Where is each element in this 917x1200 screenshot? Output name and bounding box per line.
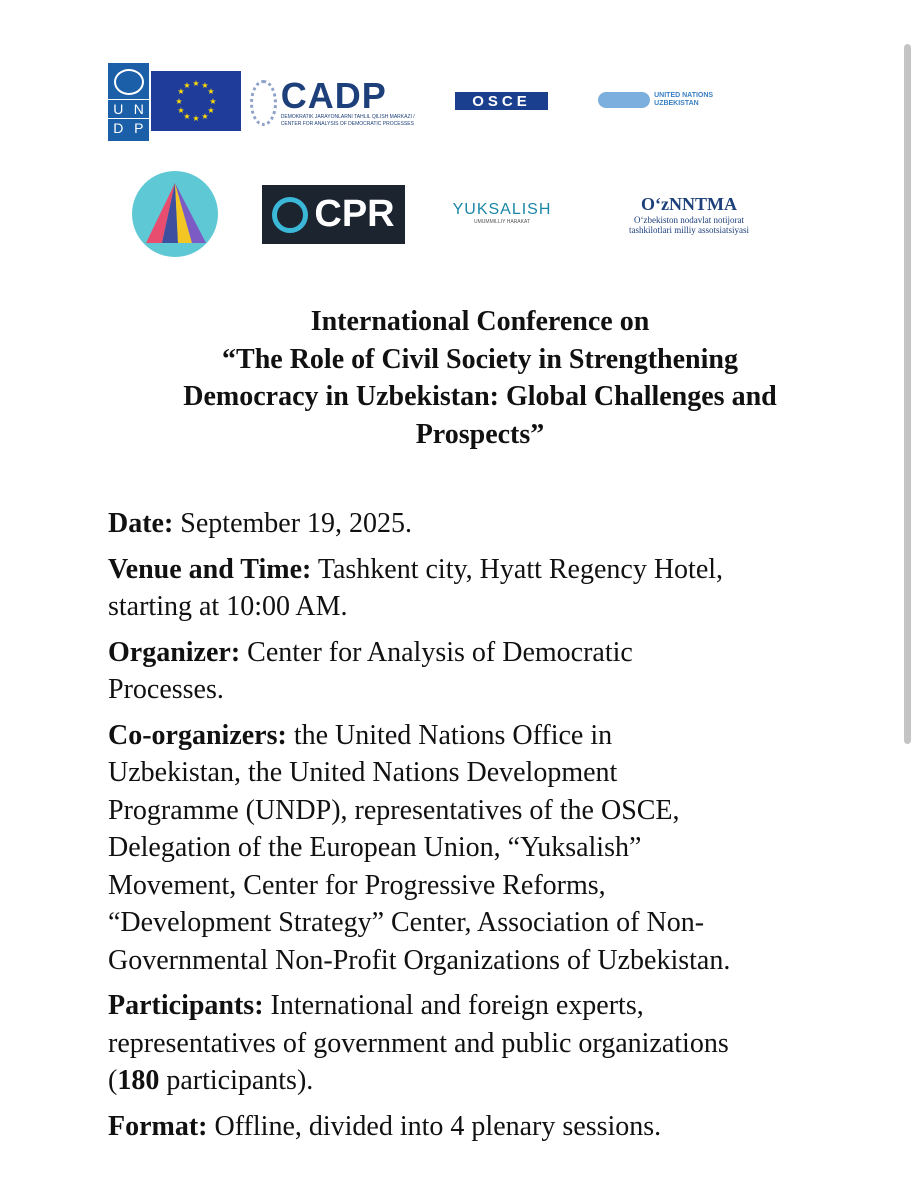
conference-title [110, 303, 850, 453]
title-line: “The Role of Civil Society in Strengthening [222, 343, 738, 375]
eu-stars-icon [151, 71, 241, 131]
yuksalish-logo-text: YUKSALISH [452, 201, 552, 218]
participants-count-prefix: ( [108, 1065, 118, 1096]
oznntma-logo-text: OʻzNNTMA [641, 193, 737, 214]
development-strategy-logo [132, 171, 218, 257]
oznntma-logo-subtext: Oʻzbekiston nodavlat notijorat [634, 214, 744, 225]
svg-text:★: ★ [192, 79, 200, 88]
svg-text:★: ★ [207, 87, 215, 96]
tent-icon [132, 171, 218, 257]
svg-text:★: ★ [201, 112, 209, 121]
oznntma-logo [612, 193, 766, 235]
date-label: Date: [108, 508, 174, 539]
participants-item [108, 987, 848, 1100]
organizer-item [108, 634, 848, 709]
undp-logo [108, 63, 149, 141]
conference-details [108, 505, 848, 1153]
format-label: Format: [108, 1110, 208, 1142]
participants-count: 180 [117, 1065, 160, 1096]
svg-text:★: ★ [177, 106, 185, 115]
undp-letter: N [129, 99, 150, 118]
cpr-logo-text: CPR [314, 193, 395, 235]
cadp-logo [250, 72, 420, 134]
svg-text:★: ★ [192, 114, 200, 123]
svg-text:★: ★ [209, 97, 217, 106]
svg-text:★: ★ [201, 81, 209, 90]
undp-letter: U [108, 99, 129, 118]
format-item [108, 1108, 848, 1146]
participants-value: International and foreign experts, [263, 990, 644, 1021]
coorganizers-item [108, 717, 848, 980]
venue-item [108, 551, 848, 626]
venue-label: Venue and Time: [108, 553, 312, 585]
undp-letter: P [129, 118, 150, 137]
title-line: Democracy in Uzbekistan: Global Challenges and [183, 381, 777, 412]
osce-logo [455, 92, 548, 110]
un-wreath-icon [598, 92, 650, 108]
svg-text:★: ★ [177, 87, 185, 96]
oznntma-logo-subtext: tashkilotlari milliy assotsiatsiyasi [629, 224, 749, 235]
coorganizers-value: the United Nations Office in [286, 719, 613, 751]
svg-text:★: ★ [175, 97, 183, 106]
eu-flag [151, 71, 241, 131]
un-emblem-icon [114, 69, 144, 95]
coorganizers-value: Movement, Center for Progressive Reforms, [108, 869, 606, 901]
yuksalish-logo [446, 193, 558, 233]
organizer-value: Processes. [108, 674, 224, 705]
osce-logo-text: OSCE [472, 92, 531, 110]
coorganizers-value: “Development Strategy” Center, Association of Non- [108, 907, 705, 938]
cadp-emblem-icon [250, 80, 277, 126]
cpr-emblem-icon [272, 197, 308, 233]
participants-count-suffix: participants). [159, 1065, 314, 1096]
format-value: Offline, divided into 4 plenary sessions. [207, 1110, 662, 1142]
cadp-logo-subtext: DEMOKRATIK JARAYONLARNI TAHLIL QILISH MARKAZI / CENTER FOR ANALYSIS OF DEMOCRATIC PROCESSES [280, 114, 415, 127]
svg-text:★: ★ [207, 106, 215, 115]
participants-label: Participants: [108, 990, 264, 1021]
un-logo-text: UNITED NATIONS UZBEKISTAN [654, 92, 714, 107]
svg-text:★: ★ [183, 81, 191, 90]
coorganizers-value: Programme (UNDP), representatives of the OSCE, [108, 794, 680, 826]
cadp-logo-text: CADP [280, 75, 387, 116]
un-uzbekistan-logo [598, 88, 756, 112]
scrollbar[interactable] [904, 44, 911, 744]
organizer-value: Center for Analysis of Democratic [240, 636, 633, 668]
venue-value: starting at 10:00 AM. [108, 591, 348, 622]
date-item [108, 505, 848, 543]
yuksalish-logo-subtext: UMUMMILLIY HARAKAT [474, 219, 530, 225]
svg-text:★: ★ [183, 112, 191, 121]
undp-letter: D [108, 118, 129, 137]
coorganizers-label: Co-organizers: [108, 719, 287, 751]
cpr-logo [262, 185, 405, 244]
participants-value: representatives of government and public organizations [108, 1027, 729, 1059]
organizer-label: Organizer: [108, 636, 241, 668]
coorganizers-value: Delegation of the European Union, “Yuksalish” [108, 832, 642, 863]
title-line: Prospects” [415, 418, 545, 450]
venue-value: Tashkent city, Hyatt Regency Hotel, [311, 553, 724, 585]
title-line: International Conference on [310, 306, 650, 337]
date-value: September 19, 2025. [173, 508, 413, 539]
coorganizers-value: Governmental Non-Profit Organizations of Uzbekistan. [108, 944, 731, 976]
coorganizers-value: Uzbekistan, the United Nations Development [108, 757, 618, 788]
